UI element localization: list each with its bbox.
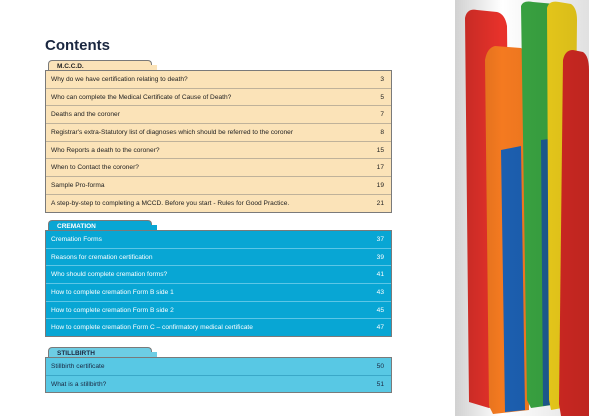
toc-item-page: 47 (376, 324, 384, 332)
toc-item-page: 19 (376, 181, 384, 189)
toc-item[interactable] (46, 284, 391, 302)
section-tab-mccd[interactable]: M.C.C.D. (48, 60, 152, 72)
section-panel-stillbirth (45, 357, 392, 393)
folder-tabs-illustration (455, 0, 589, 416)
toc-item-label: What is a stillbirth? (51, 380, 107, 388)
toc-item-label: Who can complete the Medical Certificate of Cause of Death? (51, 93, 232, 101)
toc-item-page: 8 (380, 128, 384, 136)
toc-item-label: How to complete cremation Form B side 2 (51, 306, 174, 314)
toc-item-page: 50 (376, 362, 384, 370)
toc-item-label: How to complete cremation Form B side 1 (51, 288, 174, 296)
toc-item[interactable] (46, 231, 391, 249)
toc-item-label: Stillbirth certificate (51, 362, 105, 370)
toc-item[interactable] (46, 71, 391, 89)
toc-item[interactable] (46, 142, 391, 160)
section-panel-mccd (45, 70, 392, 213)
section-panel-cremation (45, 230, 392, 337)
toc-item-page: 39 (376, 253, 384, 261)
toc-item-page: 3 (380, 75, 384, 83)
toc-item-page: 43 (376, 288, 384, 296)
toc-item[interactable] (46, 177, 391, 195)
toc-item-label: Deaths and the coroner (51, 111, 120, 119)
toc-item-page: 17 (376, 164, 384, 172)
section-cremation (45, 220, 392, 338)
toc-item[interactable] (46, 358, 391, 376)
section-stillbirth (45, 347, 392, 397)
toc-item-label: A step-by-step to completing a MCCD. Before you start - Rules for Good Practice. (51, 199, 290, 207)
toc-item-page: 37 (376, 235, 384, 243)
toc-item[interactable] (46, 106, 391, 124)
toc-item-page: 21 (376, 199, 384, 207)
toc-item-label: How to complete cremation Form C – confirmatory medical certificate (51, 324, 253, 332)
toc-item-label: When to Contact the coroner? (51, 164, 139, 172)
toc-item[interactable] (46, 376, 391, 393)
toc-item-label: Cremation Forms (51, 235, 102, 243)
section-tab-cremation[interactable]: CREMATION (48, 220, 152, 232)
toc-item[interactable] (46, 249, 391, 267)
section-mccd (45, 60, 392, 212)
toc-item[interactable] (46, 195, 391, 212)
section-tab-stillbirth[interactable]: STILLBIRTH (48, 347, 152, 359)
toc-item[interactable] (46, 319, 391, 336)
toc-item-page: 7 (380, 111, 384, 119)
toc-item-page: 15 (376, 146, 384, 154)
toc-item-label: Reasons for cremation certification (51, 253, 153, 261)
page-title: Contents (45, 37, 110, 54)
toc-item-page: 41 (376, 271, 384, 279)
toc-item[interactable] (46, 89, 391, 107)
toc-item[interactable] (46, 302, 391, 320)
toc-item-page: 5 (380, 93, 384, 101)
toc-item-page: 51 (376, 380, 384, 388)
toc-item-label: Who Reports a death to the coroner? (51, 146, 160, 154)
toc-item[interactable] (46, 266, 391, 284)
toc-item-page: 45 (376, 306, 384, 314)
toc-item[interactable] (46, 159, 391, 177)
toc-item-label: Sample Pro-forma (51, 181, 105, 189)
toc-item-label: Who should complete cremation forms? (51, 271, 168, 279)
toc-item[interactable] (46, 124, 391, 142)
toc-item-label: Why do we have certification relating to death? (51, 75, 188, 83)
toc-item-label: Registrar's extra-Statutory list of diagnoses which should be referred to the coroner (51, 128, 294, 136)
